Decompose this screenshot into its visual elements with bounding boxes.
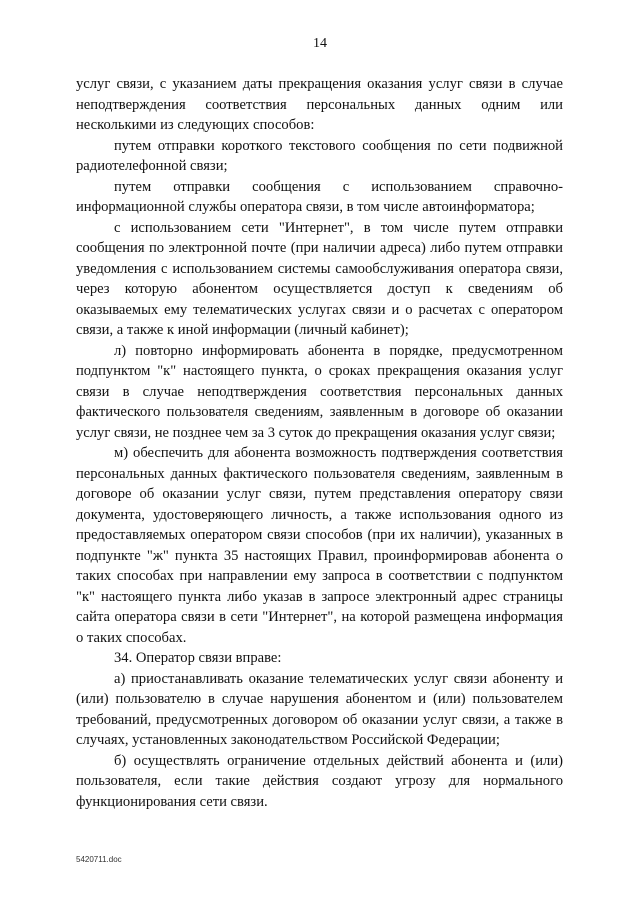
paragraph-info-service: путем отправки сообщения с использованием справочно-информационной службы оператора связи, в том числе автоинформатора; bbox=[76, 178, 563, 215]
paragraph-item-a: а) приостанавливать оказание телематических услуг связи абоненту и (или) пользователю в случае нарушения абонентом и (или) пользователем требований, предусмотренных договором об оказании услуг связи, а также в случаях, установленных законодательством Российской Федерации; bbox=[76, 670, 563, 748]
page-number: 14 bbox=[313, 36, 327, 51]
document-footer: 5420711.doc bbox=[76, 855, 122, 864]
document-body bbox=[76, 74, 563, 812]
paragraph-internet: с использованием сети "Интернет", в том числе путем отправки сообщения по электронной почте (при наличии адреса) либо путем отправки уведомления с использованием системы самообслуживания оператора связи, через которую абонентом осуществляется доступ к сведениям об оказываемых ему телематических услугах связи и о расчетах с оператором связи, а также к иной информации (личный кабинет); bbox=[76, 219, 563, 338]
paragraph-sms: путем отправки короткого текстового сообщения по сети подвижной радиотелефонной связи; bbox=[76, 137, 563, 174]
paragraph-item-l: л) повторно информировать абонента в порядке, предусмотренном подпунктом "к" настоящего пункта, о сроках прекращения оказания услуг связи в случае неподтверждения соответствия персональных данных фактического пользователя сведениям, заявленным в договоре об оказании услуг связи, не позднее чем за 3 суток до прекращения оказания услуг связи; bbox=[76, 342, 563, 441]
paragraph-item-m: м) обеспечить для абонента возможность подтверждения соответствия персональных данных фактического пользователя сведениям, заявленным в договоре об оказании услуг связи, путем представления оператору связи документа, удостоверяющего личность, а также использования одного из предоставляемых оператором связи способов (при их наличии), указанных в подпункте "ж" пункта 35 настоящих Правил, проинформировав абонента о таких способах при направлении ему запроса в соответствии с подпунктом "к" настоящего пункта либо указав в запросе электронный адрес страницы сайта оператора связи в сети "Интернет", на которой размещена информация о таких способах. bbox=[76, 445, 563, 646]
paragraph-continuation: услуг связи, с указанием даты прекращения оказания услуг связи в случае неподтверждения соответствия персональных данных одним или несколькими из следующих способов: bbox=[76, 76, 563, 133]
paragraph-item-b: б) осуществлять ограничение отдельных действий абонента и (или) пользователя, если такие действия создают угрозу для нормального функционирования сети связи. bbox=[76, 752, 563, 810]
paragraph-section-34: 34. Оператор связи вправе: bbox=[114, 650, 282, 666]
